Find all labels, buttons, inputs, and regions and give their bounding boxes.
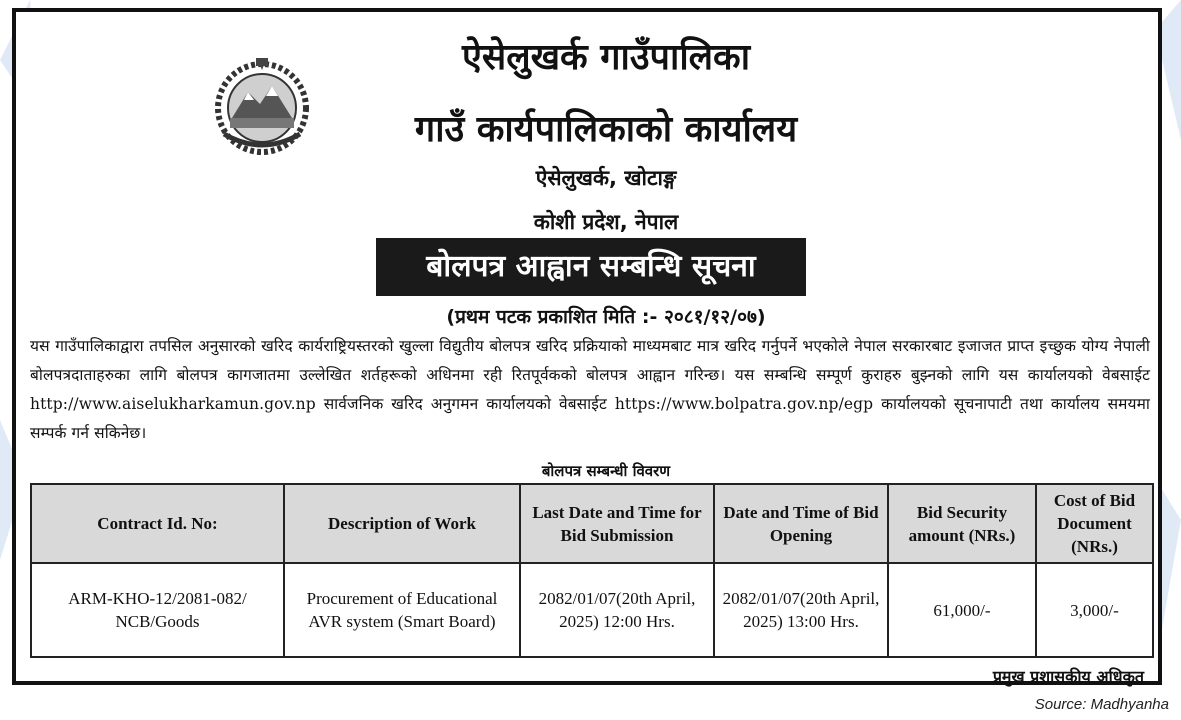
signatory-title: प्रमुख प्रशासकीय अधिकृत (992, 667, 1144, 686)
egp-website-link[interactable]: https://www.bolpatra.gov.np/egp (614, 395, 874, 413)
nepal-emblem-icon (210, 56, 314, 156)
notice-frame (12, 8, 1162, 685)
notice-title-banner: बोलपत्र आह्वान सम्बन्धि सूचना (376, 238, 806, 296)
table-row (31, 563, 1153, 657)
office-location: ऐसेलुखर्क, खोटाङ्ग (535, 166, 677, 190)
header-document-cost: Cost of Bid Document (NRs.) (1036, 484, 1153, 563)
header-bid-security: Bid Security amount (NRs.) (888, 484, 1036, 563)
body-part-1: यस गाउँपालिकाद्वारा तपसिल अनुसारको खरिद कार्यराष्ट्रियस्तरको खुल्ला विद्युतीय बोलपत्र खरिद प्रक्रियाको माध्यमबाट मात्र खरिद गर्नुपर्ने भएकोले नेपाल सरकारबाट इजाजत प्राप्त इच्छुक योग्य नेपाली बोलपत्रदाताहरुका लागि बोलपत्र कागजातमा उल्लेखित शर्तहरूको अधिनमा रही रितपूर्वकको बोलपत्र आह्वान गरिन्छ। यस सम्बन्धि सम्पूर्ण कुराहरु बुझ्नको लागि यस कार्यालयको वेबसाईट (30, 337, 1150, 384)
cell-document-cost: 3,000/- (1036, 563, 1153, 657)
body-part-3: कार्यालयको सूचनापाटी तथा कार्यालय समयमा सम्पर्क गर्न सकिनेछ। (30, 395, 1150, 442)
body-part-2: सार्वजनिक खरिद अनुगमन कार्यालयको वेबसाईट (323, 395, 607, 413)
cell-bid-opening: 2082/01/07(20th April, 2025) 13:00 Hrs. (714, 563, 888, 657)
municipality-name: ऐसेलुखर्क गाउँपालिका (461, 37, 751, 78)
header-bid-opening: Date and Time of Bid Opening (714, 484, 888, 563)
municipality-website-link[interactable]: http://www.aiselukharkamun.gov.np (30, 395, 316, 413)
header-last-date: Last Date and Time for Bid Submission (520, 484, 714, 563)
cell-description: Procurement of Educational AVR system (Smart Board) (284, 563, 520, 657)
source-credit: Source: Madhyanha (1034, 696, 1169, 713)
cell-bid-security: 61,000/- (888, 563, 1036, 657)
province-country: कोशी प्रदेश, नेपाल (533, 210, 679, 234)
cell-last-date: 2082/01/07(20th April, 2025) 12:00 Hrs. (520, 563, 714, 657)
table-caption: बोलपत्र सम्बन्धी विवरण (541, 462, 671, 480)
header-contract-id: Contract Id. No: (31, 484, 284, 563)
cell-contract-id: ARM-KHO-12/2081-082/ NCB/Goods (31, 563, 284, 657)
table-header-row (31, 484, 1153, 563)
notice-body (30, 332, 1150, 448)
header-description: Description of Work (284, 484, 520, 563)
bid-details-table (30, 483, 1154, 658)
office-name: गाउँ कार्यपालिकाको कार्यालय (414, 109, 798, 150)
first-published-date: (प्रथम पटक प्रकाशित मिति :- २०८१/१२/०७) (446, 306, 766, 328)
